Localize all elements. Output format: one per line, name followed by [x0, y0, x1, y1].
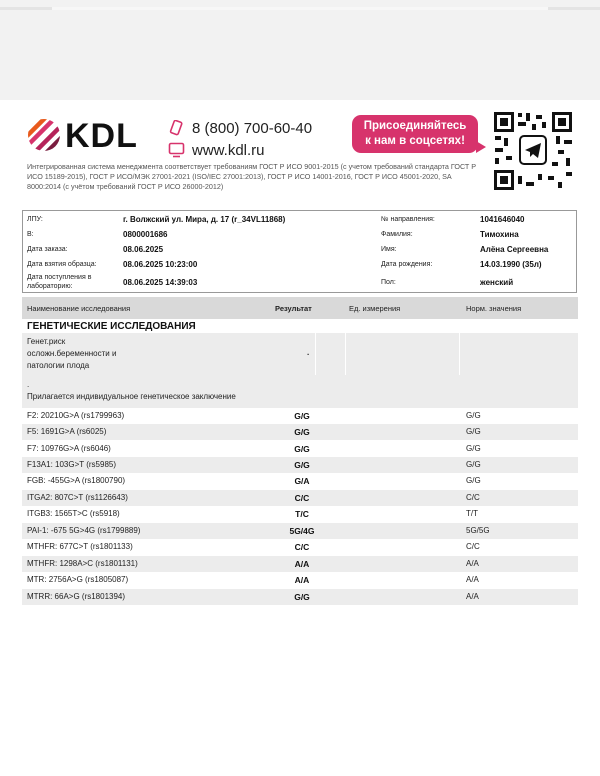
website-row[interactable]: [168, 140, 312, 160]
column-separator: [459, 333, 460, 375]
test-result: G/A: [294, 476, 310, 486]
sample-date-label: Дата взятия образца:: [27, 261, 97, 268]
test-result: G/G: [294, 411, 310, 421]
table-row: [22, 424, 578, 440]
social-line-2: к нам в соцсетях!: [365, 135, 465, 147]
section-title: ГЕНЕТИЧЕСКИЕ ИССЛЕДОВАНИЯ: [27, 321, 196, 332]
kdl-logo: [27, 118, 155, 154]
results-table-header: [22, 297, 578, 319]
test-name: F5: 1691G>A (rs6025): [27, 427, 107, 436]
sex-label: Пол:: [381, 279, 396, 286]
test-result: A/A: [294, 575, 310, 585]
test-name: PAI-1: -675 5G>4G (rs1799889): [27, 526, 141, 535]
test-name: MTHFR: 1298A>C (rs1801131): [27, 559, 138, 568]
test-norm: G/G: [466, 411, 481, 420]
sample-date-value: 08.06.2025 10:23:00: [123, 260, 198, 269]
test-norm: C/C: [466, 542, 480, 551]
test-name: F2: 20210G>A (rs1799963): [27, 411, 125, 420]
document-page: [0, 100, 600, 776]
phone-number: 8 (800) 700-60-40: [192, 119, 313, 137]
test-result: T/C: [295, 509, 309, 519]
test-name: MTRR: 66A>G (rs1801394): [27, 592, 126, 601]
table-row: [22, 506, 578, 522]
test-name: ITGB3: 1565T>C (rs5918): [27, 509, 120, 518]
lab-date-value: 08.06.2025 14:39:03: [123, 278, 198, 287]
viewer-toolbar-strip-inner: [52, 7, 548, 10]
test-norm: G/G: [466, 460, 481, 469]
test-result: G/G: [294, 460, 310, 470]
logo-text: KDL: [65, 117, 138, 155]
test-norm: G/G: [466, 427, 481, 436]
col-unit-header: Ед. измерения: [349, 304, 401, 313]
test-name: F13A1: 103G>T (rs5985): [27, 460, 117, 469]
test-result: C/C: [294, 493, 310, 503]
test-name: ITGA2: 807C>T (rs1126643): [27, 493, 128, 502]
table-row: [22, 589, 578, 605]
table-row: [22, 408, 578, 424]
name-value: Алёна Сергеевна: [480, 245, 549, 254]
test-name: MTR: 2756A>G (rs1805087): [27, 575, 129, 584]
risk-note: Прилагается индивидуальное генетическое заключение: [27, 392, 236, 401]
dob-label: Дата рождения:: [381, 261, 433, 268]
test-result: G/G: [294, 592, 310, 602]
table-row: [22, 457, 578, 473]
risk-line-3: патологии плода: [27, 361, 90, 370]
test-norm: T/T: [466, 509, 478, 518]
name-label: Имя:: [381, 246, 397, 253]
phone-icon: [168, 120, 186, 136]
col-name-header: Наименование исследования: [27, 304, 131, 313]
test-name: F7: 10976G>A (rs6046): [27, 444, 111, 453]
referral-value: 1041646040: [480, 215, 525, 224]
surname-value: Тимохина: [480, 230, 519, 239]
risk-line-1: Генет.риск: [27, 337, 66, 346]
column-separator: [345, 333, 346, 375]
surname-label: Фамилия:: [381, 231, 413, 238]
website-link: www.kdl.ru: [192, 141, 265, 159]
order-date-label: Дата заказа:: [27, 246, 68, 253]
genetic-risk-block: [22, 333, 578, 408]
test-norm: C/C: [466, 493, 480, 502]
table-row: [22, 441, 578, 457]
kdl-logo-icon: [27, 118, 61, 152]
test-name: FGB: -455G>A (rs1800790): [27, 476, 126, 485]
test-norm: 5G/5G: [466, 526, 490, 535]
risk-dot: .: [27, 380, 30, 389]
risk-line-2: осложн.беременности и: [27, 349, 117, 358]
column-separator: [315, 333, 316, 375]
test-result: A/A: [294, 559, 310, 569]
table-row: [22, 473, 578, 489]
test-norm: A/A: [466, 559, 479, 568]
social-join-badge[interactable]: [352, 115, 478, 153]
test-result: G/G: [294, 444, 310, 454]
col-result-header: Результат: [275, 304, 312, 313]
lab-date-label-1: Дата поступления в: [27, 274, 92, 281]
table-row: [22, 572, 578, 588]
table-row: [22, 556, 578, 572]
test-result: C/C: [294, 542, 310, 552]
v-value: 0800001686: [123, 230, 168, 239]
test-norm: A/A: [466, 592, 479, 601]
monitor-icon: [168, 142, 186, 158]
sex-value: женский: [480, 278, 514, 287]
test-result: 5G/4G: [289, 526, 315, 536]
iso-certification-text: Интегрированная система менеджмента соответствует требованиям ГОСТ Р ИСО 9001-2015 (с учетом требований стандарта ГОСТ Р ИСО 15189-2015), ГОСТ Р ИСО/МЭК 27001-2021 (ISO/IEC 27001:2013), ГОСТ Р ИСО 14001-2016, ГОСТ Р ИСО 45001-2020, SA 8000:2014 (с учётом требований ГОСТ Р ИСО 26000-2012): [27, 162, 477, 191]
lpu-value: г. Волжский ул. Мира, д. 17 (r_34VL11868): [123, 215, 286, 224]
lab-date-label-2: лабораторию:: [27, 283, 73, 290]
test-name: MTHFR: 677C>T (rs1801133): [27, 542, 133, 551]
table-row: [22, 523, 578, 539]
dob-value: 14.03.1990 (35л): [480, 260, 542, 269]
referral-label: № направления:: [381, 216, 435, 223]
test-norm: G/G: [466, 444, 481, 453]
viewer-top-area: [0, 0, 600, 100]
table-row: [22, 490, 578, 506]
order-date-value: 08.06.2025: [123, 245, 164, 254]
test-norm: G/G: [466, 476, 481, 485]
patient-info-box: [22, 210, 577, 293]
test-result: G/G: [294, 427, 310, 437]
col-norm-header: Норм. значения: [466, 304, 522, 313]
qr-code[interactable]: [492, 110, 574, 192]
table-row: [22, 539, 578, 555]
phone-row[interactable]: [168, 118, 312, 138]
v-label: В:: [27, 231, 34, 238]
social-line-1: Присоединяйтесь: [363, 120, 467, 132]
risk-result: .: [307, 348, 310, 357]
contacts: [168, 118, 312, 162]
test-norm: A/A: [466, 575, 479, 584]
lpu-label: ЛПУ:: [27, 216, 43, 223]
